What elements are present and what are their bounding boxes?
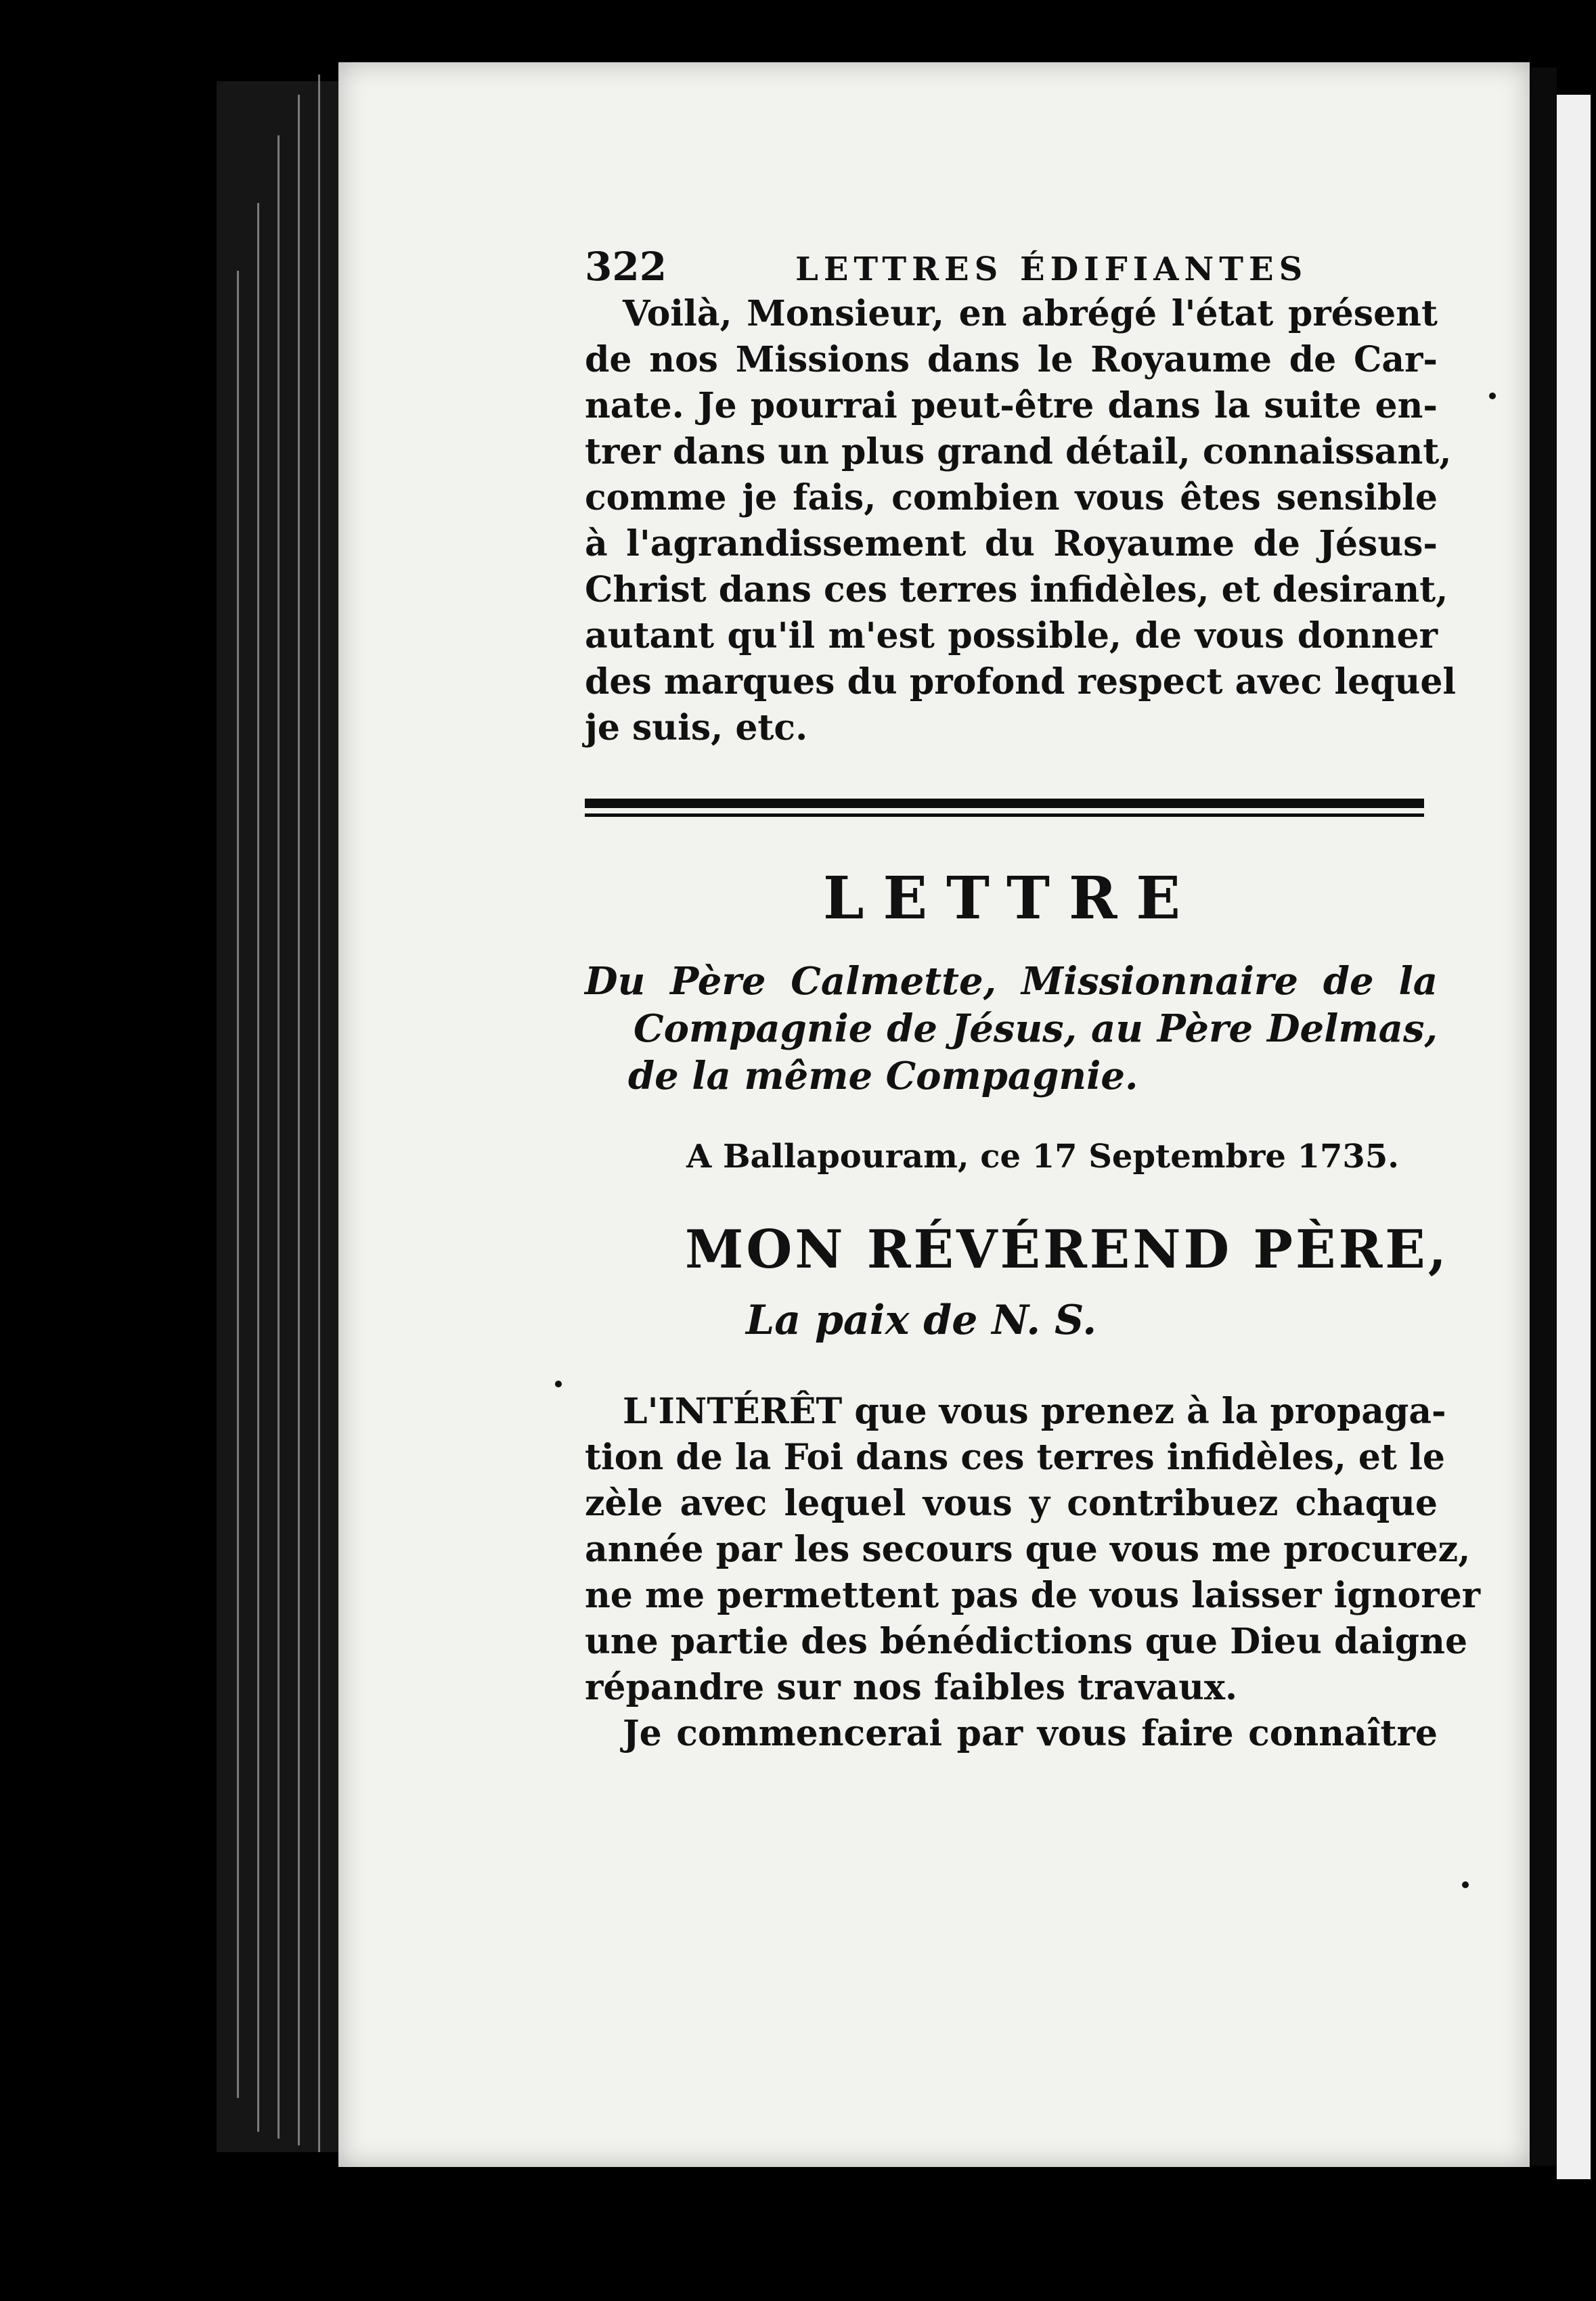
text-line: autant qu'il m'est possible, de vous donner (585, 615, 1438, 656)
ink-speck (555, 1381, 562, 1387)
text-line: Je commencerai par vous faire connaître (623, 1713, 1438, 1754)
text-line: Christ dans ces terres infidèles, et desirant, (585, 569, 1448, 610)
text-line: des marques du profond respect avec lequel (585, 661, 1457, 702)
text-line: tion de la Foi dans ces terres infidèles, et le (585, 1437, 1445, 1478)
text-line: trer dans un plus grand détail, connaissant, (585, 431, 1452, 472)
text-line: de nos Missions dans le Royaume de Car- (585, 339, 1438, 380)
letter-body (585, 1389, 1481, 1757)
text-line: zèle avec lequel vous y contribuez chaque (585, 1483, 1438, 1524)
facing-page-edge (1557, 95, 1591, 2179)
letter-title: LETTRE (823, 864, 1199, 933)
page-number: 322 (585, 244, 667, 290)
page-edge-line (237, 271, 239, 2098)
divider-thick-rule (585, 799, 1424, 808)
text-line: répandre sur nos faibles travaux. (585, 1667, 1238, 1708)
divider-thin-rule (585, 813, 1424, 817)
text-line: comme je fais, combien vous êtes sensible (585, 477, 1438, 518)
previous-letter-closing (585, 291, 1457, 751)
page-edge-line (298, 95, 300, 2145)
text-line: ne me permettent pas de vous laisser ignorer (585, 1575, 1481, 1616)
running-header (585, 244, 1438, 291)
text-line: Voilà, Monsieur, en abrégé l'état présent (623, 293, 1438, 334)
page-text (585, 244, 1481, 1757)
page-edge-line (318, 74, 320, 2152)
subtitle-line: Du Père Calmette, Missionnaire de la (585, 959, 1438, 1004)
text-line: je suis, etc. (585, 707, 808, 749)
book-page-stack (217, 81, 345, 2152)
text-line: L'INTÉRÊT que vous prenez à la propaga- (623, 1391, 1446, 1432)
text-line: nate. Je pourrai peut-être dans la suite en- (585, 385, 1438, 426)
letter-dateline: A Ballapouram, ce 17 Septembre 1735. (686, 1138, 1399, 1176)
subtitle-line: de la même Compagnie. (628, 1054, 1138, 1098)
letter-greeting: La paix de N. S. (746, 1297, 1097, 1344)
page-gutter-shadow (1531, 68, 1557, 2166)
running-title: LETTRES ÉDIFIANTES (795, 250, 1308, 288)
ink-speck (1489, 393, 1496, 399)
letter-salutation: MON RÉVÉREND PÈRE, (685, 1219, 1449, 1280)
subtitle-line: Compagnie de Jésus, au Père Delmas, (634, 1006, 1438, 1051)
page-edge-line (278, 135, 280, 2139)
text-line: année par les secours que vous me procurez, (585, 1529, 1471, 1570)
section-divider (585, 799, 1424, 817)
ink-speck (1462, 1881, 1469, 1888)
page-edge-line (257, 203, 259, 2132)
text-line: à l'agrandissement du Royaume de Jésus- (585, 523, 1438, 564)
text-line: une partie des bénédictions que Dieu daigne (585, 1621, 1468, 1662)
letter-subtitle (585, 958, 1438, 1100)
